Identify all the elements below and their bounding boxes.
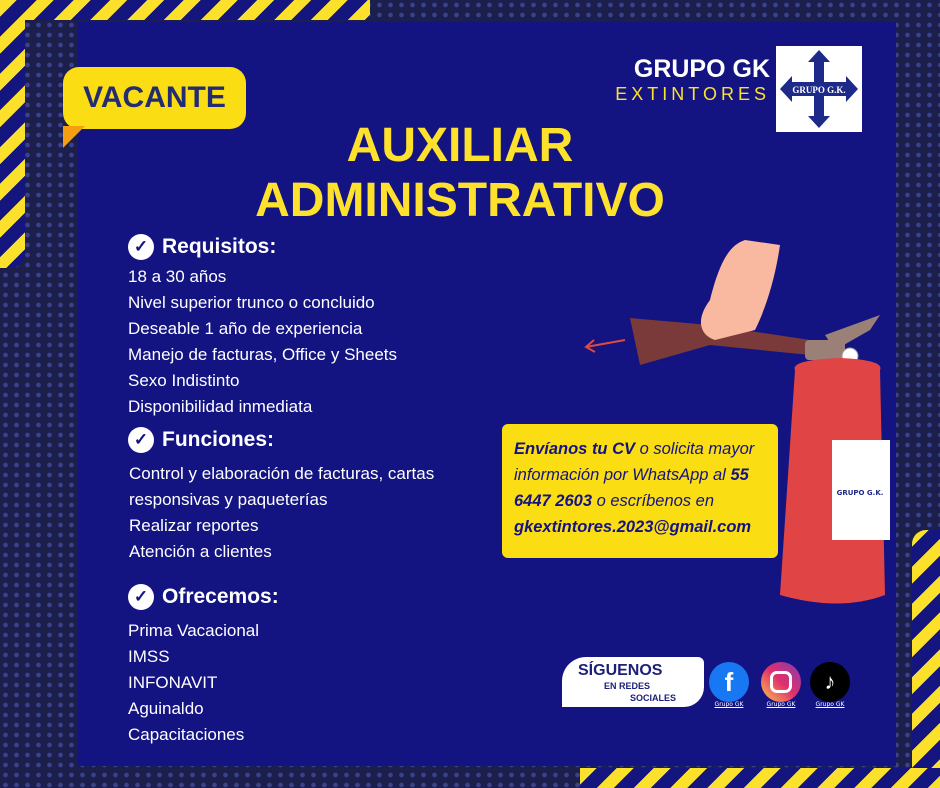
contact-email[interactable]: gkextintores.2023@gmail.com <box>514 518 752 536</box>
follow-us-banner <box>562 657 704 707</box>
hazard-stripes-right <box>912 530 940 788</box>
list-item: 18 a 30 años <box>128 267 227 286</box>
cta-text: o solicita mayor información por WhatsApp al <box>514 440 755 484</box>
list-item: Atención a clientes <box>129 542 272 561</box>
facebook-icon[interactable]: f <box>709 662 749 702</box>
ofrecemos-heading: Ofrecemos: <box>162 585 279 608</box>
ofrecemos-section <box>128 584 279 748</box>
brand-sub: EXTINTORES <box>615 84 770 104</box>
follow-us-title: SÍGUENOS <box>578 662 663 679</box>
requisitos-heading: Requisitos: <box>162 235 277 258</box>
requisitos-section <box>128 234 397 420</box>
whatsapp-phone[interactable]: 55 6447 2603 <box>514 466 749 510</box>
list-item: Deseable 1 año de experiencia <box>128 319 363 338</box>
follow-us-sub1: EN REDES <box>604 681 651 691</box>
facebook-label[interactable]: Grupo GK <box>714 701 744 708</box>
instagram-icon[interactable] <box>761 662 801 702</box>
list-item: IMSS <box>128 647 170 666</box>
cta-text: o escríbenos en <box>592 492 714 510</box>
list-item: responsivas y paqueterías <box>129 490 328 509</box>
hazard-stripes-bottom <box>580 768 940 788</box>
hazard-stripes-top <box>0 0 370 20</box>
list-item: INFONAVIT <box>128 673 218 692</box>
arrows-logo-icon <box>776 46 862 132</box>
list-item: Prima Vacacional <box>128 621 260 640</box>
instagram-label[interactable]: Grupo GK <box>766 701 796 708</box>
list-item: Manejo de facturas, Office y Sheets <box>128 345 397 364</box>
tiktok-label[interactable]: Grupo GK <box>815 701 845 708</box>
check-circle-icon: ✓ <box>128 234 154 260</box>
list-item: Aguinaldo <box>128 699 204 718</box>
badge-tail <box>63 126 85 148</box>
brand <box>600 55 770 105</box>
hazard-stripes-left <box>0 0 25 268</box>
funciones-heading: Funciones: <box>162 428 275 451</box>
tiktok-icon[interactable]: ♪ <box>810 662 850 702</box>
follow-us-sub2: SOCIALES <box>630 693 677 703</box>
list-item: Nivel superior trunco o concluido <box>128 293 375 312</box>
list-item: Control y elaboración de facturas, cartas <box>129 464 435 483</box>
list-item: Realizar reportes <box>129 516 259 535</box>
company-logo <box>776 46 862 132</box>
contact-box <box>502 424 778 558</box>
job-title-line1: AUXILIAR <box>346 119 574 172</box>
list-item: Disponibilidad inmediata <box>128 397 313 416</box>
list-item: Sexo Indistinto <box>128 371 240 390</box>
list-item: Capacitaciones <box>128 725 245 744</box>
svg-text:GRUPO G.K.: GRUPO G.K. <box>836 489 884 497</box>
svg-text:GRUPO G.K.: GRUPO G.K. <box>792 85 846 95</box>
check-circle-icon: ✓ <box>128 584 154 610</box>
brand-name: GRUPO GK <box>633 55 770 83</box>
check-circle-icon: ✓ <box>128 427 154 453</box>
job-title-line2: ADMINISTRATIVO <box>255 174 665 227</box>
vacante-badge: VACANTE <box>63 67 246 129</box>
cta-bold: Envíanos tu CV <box>514 440 636 458</box>
funciones-section <box>128 427 434 565</box>
